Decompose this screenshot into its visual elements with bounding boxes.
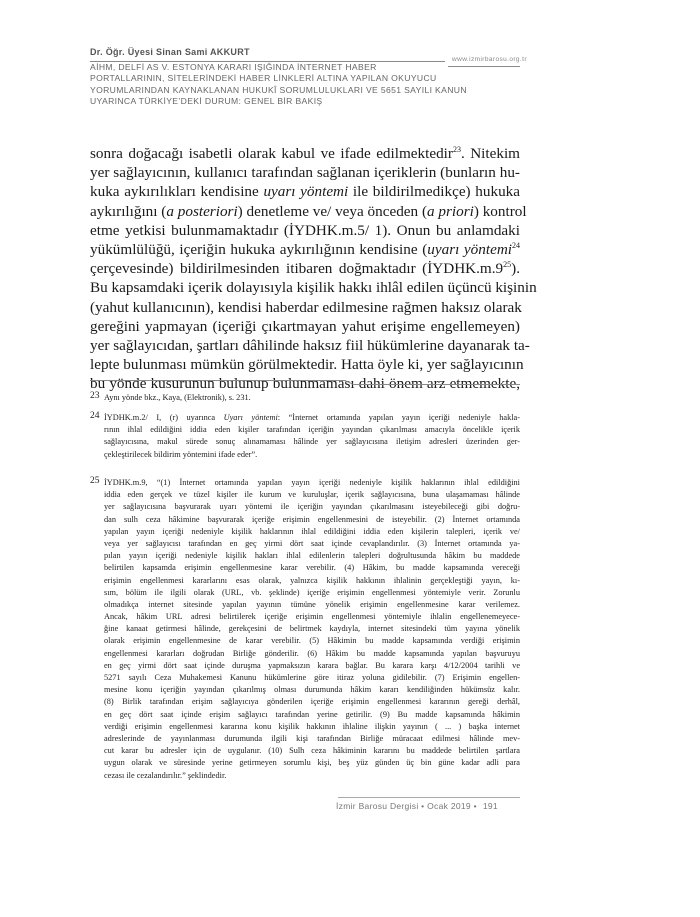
footnote-23 <box>90 392 520 404</box>
footnote-separator <box>90 380 520 392</box>
footnote-number: 24 <box>90 411 100 421</box>
footnote-line: verdiği erişimin engellenmesi kararına konu kişilik hakkının ihlaline ilişkin yayının ( ... ) başka internet <box>104 721 520 731</box>
body-line: yer sağlayıcıdan, şartları dâhilinde haksız fiil hükümlerine dayanarak ta- <box>90 336 530 354</box>
footnote-line: ğine kanaat getirmesi hâlinde, gerekçesini de belirtmek kaydıyla, internet sitesindeki tüm yayına yönelik <box>104 624 520 634</box>
footnote-line: yapılan yayın içeriği nedeniyle kişilik haklarının ihlal edildiğini iddia eden kişilerin talepleri, içerik ve/ <box>104 526 520 536</box>
running-title-line: UYARINCA TÜRKİYE’DEKİ DURUM: GENEL BİR BAKIŞ <box>90 96 323 107</box>
footnote-number: 25 <box>90 476 100 486</box>
footnote-line: belirtilen kapsamda erişimin engellenmesine karar verebilir. (4) Hâkim, bu madde kapsamında vereceği <box>104 563 520 573</box>
footnote-line: en geç dört saat içinde erişim sağlayıcı tarafından yerine getirilir. (9) Bu madde kapsamında hâkimin <box>104 709 520 719</box>
footnote-25 <box>90 477 520 782</box>
running-title-line: PORTALLARININ, SİTELERİNDEKİ HABER LİNKLERİ ALTINA YAPILAN OKUYUCU <box>90 73 437 84</box>
footnote-line: uygun olarak ve süresinde yerine getirmeyen sorumlu kişi, beş yüz günden üç bin güne kadar adli para <box>104 758 520 768</box>
footnote-line: İYDHK.m.2/ I, (r) uyarınca Uyarı yöntemi: “İnternet ortamında yapılan yayın içeriği nedeniyle hakla- <box>104 413 520 422</box>
journal-name: İzmir Barosu Dergisi • Ocak 2019 • <box>336 801 477 811</box>
running-title-line: YORUMLARINDAN KAYNAKLANAN HUKUKÎ SORUMLULUKLARI VE 5651 SAYILI KANUN <box>90 84 467 95</box>
body-line: çerçevesinde) bildirilmesinden itibaren doğmaktadır $(İYDHK.m.9^{25})$. <box>90 260 520 278</box>
footnote-line: iddia eden gerçek ve tüzel kişiler ile kurum ve kuruluşlar, içerik sağlayıcısına, buna ulaşamaması hâlinde <box>104 490 520 500</box>
website-url: www.izmirbarosu.org.tr <box>452 56 527 63</box>
body-line: sonra doğacağı isabetli olarak kabul ve ifade edilmektedir$^{23}$. Nitekim <box>90 145 520 162</box>
body-text <box>90 144 537 393</box>
footnote-ref-23[interactable]: 23 <box>452 145 461 154</box>
footnote-line: dan sulh ceza hâkimine başvurarak içeriğe erişimin engellenmesini de isteyebilir. (2) İnternet ortamında <box>104 514 520 524</box>
footnote-line: pılan yayın içeriği nedeniyle kişilik hakları ihlal edilenlerin talepleri doğrultusunda hâkim bu maddede <box>104 551 520 561</box>
footnote-line: olarak erişimin engellenmesine de karar verebilir. (5) Hâkimin bu madde kapsamında verdiği erişimin <box>104 636 520 646</box>
body-line: lepte bulunması mümkün görülmektedir. Hatta öyle ki, yer sağlayıcının <box>90 356 524 374</box>
footnote-line: en geç yirmi dört saat içinde duruşma yapmaksızın karara bağlar. Bu karara karşı 4/12/2004 tarihli ve <box>104 660 520 670</box>
footnote-line: cut karar bu adresler için de uygulanır. (10) Sulh ceza hâkiminin kararını bu maddede belirtilen şartlara <box>104 746 520 756</box>
body-line: yer sağlayıcının, kullanıcı tarafından sağlanan içeriklerin (bunların hu- <box>90 164 520 182</box>
footnote-ref-25[interactable]: 25 <box>503 260 512 270</box>
footnote-line: (8) Birlik tarafından erişim sağlayıcıya gönderilen içeriğe erişimin engellenmesi kararının gereği derhâl, <box>104 697 520 707</box>
footnote-line: sım, bölüm ile ilgili olarak (URL, vb. şeklinde) içeriğe erişimin engellenmesi yöntemiyle verir. Zorunlu <box>104 587 520 597</box>
footnote-number: 23 <box>90 391 100 401</box>
footnote-line: 5271 sayılı Ceza Muhakemesi Kanunu hükümlerine göre itiraz yoluna gidilebilir. (7) Erişimin engellen- <box>104 673 520 682</box>
running-title <box>90 62 520 108</box>
footnote-line: engellenmesi kararları doğrudan Birliğe gönderilir. (6) Hâkim bu madde kapsamında yapılan başvuruyu <box>104 648 520 658</box>
footnote-line: veya yer sağlayıcısı tarafından en geç yirmi dört saat içinde cevaplandırılır. (3) İnternet ortamında ya- <box>104 538 520 548</box>
running-title-line: AİHM, DELFİ AS V. ESTONYA KARARI IŞIĞINDA İNTERNET HABER <box>90 62 377 72</box>
body-line: kuka aykırılıkları kendisine uyarı yöntemi ile bildirilmedikçe) hukuka <box>90 183 520 201</box>
footnote-line: cezası ile cezalandırılır.” şeklindedir. <box>104 770 227 780</box>
footnote-line: olmadıkça internet sitesinde yapılan yayının tümüne yönelik erişimin engellenmesine karar verilemez. <box>104 599 520 609</box>
footnote-line: erişimin engellenmesi kararlarını esas olarak, yalnızca kişilik hakkının ihlalinin gerçekleştiği yayın, kı- <box>104 575 520 585</box>
body-line: yükümlülüğü, içeriğin hukuka aykırılığının kendisine (uyarı yöntemi$^{24}$ <box>90 240 521 258</box>
footnote-line: Ancak, hâkim URL adresi belirtilerek içeriğe erişimin engellenmesi yöntemiyle ihlalin engellenemeyece- <box>104 612 520 622</box>
body-line: (yahut kullanıcının), kendisi haberdar edilmesine rağmen haksız olarak <box>90 298 522 316</box>
body-line: Bu kapsamdaki içerik dolayısıyla kişilik hakkı ihlâl edilen üçüncü kişinin <box>90 279 537 297</box>
footnote-line: adreslerinde de yayınlanması durumunda ilgili kişi tarafından Birliğe müracaat edilmesi hâlinde mev- <box>104 733 520 743</box>
author-name: Dr. Öğr. Üyesi Sinan Sami AKKURT <box>90 47 250 57</box>
footnote-line: çekleştirilecek bildirim yöntemini ifade eder”. <box>104 449 258 459</box>
footnote-text: Aynı yönde bkz., Kaya, (Elektronik), s. 231. <box>104 393 251 402</box>
footnote-line: İYDHK.m.9, “(1) İnternet ortamında yapılan yayın içeriği nedeniyle kişilik haklarının ihlal edildiğini <box>104 478 520 487</box>
footnote-line: mesine konu içeriğin yayından çıkarılmış olması durumunda hâkim kararı kendiliğinden hükümsüz kalır. <box>104 685 520 695</box>
page-number: 191 <box>482 801 498 811</box>
body-line: gereğini yapmayan (içeriği çıkartmayan yahut erişime engellemeyen) <box>90 317 520 335</box>
page-footer <box>336 801 498 811</box>
body-line: bu yönde kusurunun bulunup bulunmaması dahi önem arz etmemekte, <box>90 375 520 393</box>
footnote-line: rının ihlal edildiğini iddia eden kişiler tarafından içeriğin yayından çıkarılması amacıyla öncelikle içerik <box>104 425 520 435</box>
body-line: etme yetkisi bulunmamaktadır (İYDHK.m.5/ 1). Onun bu anlamdaki <box>90 221 520 239</box>
footnote-line: sağlayıcısına, makul sürede sonuç alınamaması hâlinde yer sağlayıcısına iletişim adresleri üzerinden ger- <box>104 437 520 447</box>
footnote-ref-24[interactable]: 24 <box>512 240 521 250</box>
body-line: aykırılığını (a posteriori) denetleme ve/ veya önceden (a priori) kontrol <box>90 202 527 220</box>
footnote-line: yer sağlayıcısına başvurarak uyarı yöntemi ile içeriğin yayından çıkarılmasını isteyebileceği gibi doğru- <box>104 502 520 512</box>
footnote-24 <box>90 412 520 461</box>
footer-rule <box>338 797 520 798</box>
